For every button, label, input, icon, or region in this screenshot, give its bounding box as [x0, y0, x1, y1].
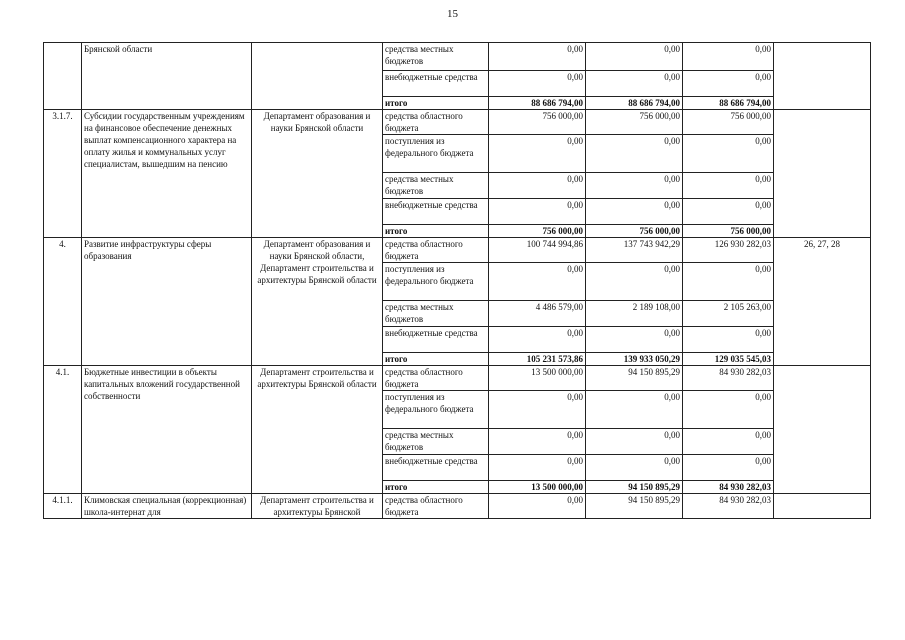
item-name: Развитие инфраструктуры сферы образования: [82, 238, 252, 366]
amount-cell: 756 000,00: [489, 110, 586, 135]
amount-cell: 88 686 794,00: [489, 97, 586, 110]
amount-cell: 129 035 545,03: [683, 353, 774, 366]
indicator-refs: [774, 494, 871, 519]
amount-cell: 0,00: [586, 327, 683, 353]
funding-source: средства местных бюджетов: [383, 301, 489, 327]
item-number: 4.1.1.: [44, 494, 82, 519]
item-name: Субсидии государственным учреждениям на финансовое обеспечение денежных выплат компенсационного характера на оплату жилья и коммунальных услуг специалистам, вышедшим на пенсию: [82, 110, 252, 238]
amount-cell: 0,00: [586, 135, 683, 173]
amount-cell: 126 930 282,03: [683, 238, 774, 263]
amount-cell: 84 930 282,03: [683, 481, 774, 494]
funding-source: поступления из федерального бюджета: [383, 391, 489, 429]
funding-source: поступления из федерального бюджета: [383, 135, 489, 173]
amount-cell: 0,00: [586, 173, 683, 199]
funding-source: средства областного бюджета: [383, 366, 489, 391]
table-row: [44, 494, 871, 519]
item-number: 4.: [44, 238, 82, 366]
funding-source: средства областного бюджета: [383, 238, 489, 263]
funding-source: итого: [383, 97, 489, 110]
amount-cell: 13 500 000,00: [489, 366, 586, 391]
amount-cell: 84 930 282,03: [683, 494, 774, 519]
amount-cell: 0,00: [683, 71, 774, 97]
amount-cell: 0,00: [683, 43, 774, 71]
item-number: 3.1.7.: [44, 110, 82, 238]
amount-cell: 100 744 994,86: [489, 238, 586, 263]
amount-cell: 756 000,00: [683, 225, 774, 238]
amount-cell: 88 686 794,00: [683, 97, 774, 110]
amount-cell: 105 231 573,86: [489, 353, 586, 366]
item-executor: Департамент образования и науки Брянской области, Департамент строительства и архитектуры Брянской области: [252, 238, 383, 366]
funding-source: средства местных бюджетов: [383, 429, 489, 455]
amount-cell: 0,00: [683, 327, 774, 353]
amount-cell: 13 500 000,00: [489, 481, 586, 494]
amount-cell: 0,00: [489, 494, 586, 519]
table-row: [44, 110, 871, 135]
amount-cell: 0,00: [683, 391, 774, 429]
item-executor: [252, 43, 383, 110]
item-number: [44, 43, 82, 110]
item-executor: Департамент строительства и архитектуры Брянской: [252, 494, 383, 519]
item-name: Бюджетные инвестиции в объекты капитальных вложений государственной собственности: [82, 366, 252, 494]
amount-cell: 0,00: [586, 199, 683, 225]
amount-cell: 88 686 794,00: [586, 97, 683, 110]
funding-source: средства областного бюджета: [383, 110, 489, 135]
amount-cell: 0,00: [683, 455, 774, 481]
indicator-refs: 26, 27, 28: [774, 238, 871, 366]
table-row: [44, 238, 871, 263]
amount-cell: 756 000,00: [489, 225, 586, 238]
amount-cell: 0,00: [489, 327, 586, 353]
amount-cell: 0,00: [683, 429, 774, 455]
amount-cell: 4 486 579,00: [489, 301, 586, 327]
amount-cell: 0,00: [489, 263, 586, 301]
amount-cell: 0,00: [489, 173, 586, 199]
amount-cell: 2 105 263,00: [683, 301, 774, 327]
amount-cell: 0,00: [489, 71, 586, 97]
amount-cell: 0,00: [586, 43, 683, 71]
item-name: Климовская специальная (коррекционная) школа-интернат для: [82, 494, 252, 519]
funding-source: внебюджетные средства: [383, 455, 489, 481]
funding-source: поступления из федерального бюджета: [383, 263, 489, 301]
amount-cell: 0,00: [489, 199, 586, 225]
table-row: [44, 366, 871, 391]
amount-cell: 0,00: [586, 391, 683, 429]
amount-cell: 137 743 942,29: [586, 238, 683, 263]
indicator-refs: [774, 110, 871, 238]
amount-cell: 2 189 108,00: [586, 301, 683, 327]
funding-source: итого: [383, 225, 489, 238]
item-executor: Департамент строительства и архитектуры Брянской области: [252, 366, 383, 494]
funding-source: средства областного бюджета: [383, 494, 489, 519]
item-name: Брянской области: [82, 43, 252, 110]
amount-cell: 0,00: [489, 135, 586, 173]
amount-cell: 0,00: [586, 71, 683, 97]
funding-source: средства местных бюджетов: [383, 43, 489, 71]
amount-cell: 0,00: [489, 43, 586, 71]
budget-table: [43, 42, 871, 519]
amount-cell: 84 930 282,03: [683, 366, 774, 391]
funding-source: итого: [383, 353, 489, 366]
amount-cell: 0,00: [489, 455, 586, 481]
amount-cell: 756 000,00: [586, 225, 683, 238]
amount-cell: 0,00: [683, 199, 774, 225]
funding-source: внебюджетные средства: [383, 327, 489, 353]
amount-cell: 94 150 895,29: [586, 366, 683, 391]
amount-cell: 0,00: [586, 429, 683, 455]
table-row: [44, 43, 871, 71]
item-number: 4.1.: [44, 366, 82, 494]
amount-cell: 0,00: [586, 455, 683, 481]
amount-cell: 0,00: [586, 263, 683, 301]
indicator-refs: [774, 366, 871, 494]
amount-cell: 756 000,00: [586, 110, 683, 135]
item-executor: Департамент образования и науки Брянской области: [252, 110, 383, 238]
amount-cell: 0,00: [683, 263, 774, 301]
funding-source: средства местных бюджетов: [383, 173, 489, 199]
page-number: 15: [447, 8, 458, 20]
amount-cell: 0,00: [489, 391, 586, 429]
indicator-refs: [774, 43, 871, 110]
funding-source: внебюджетные средства: [383, 71, 489, 97]
funding-source: внебюджетные средства: [383, 199, 489, 225]
amount-cell: 756 000,00: [683, 110, 774, 135]
funding-source: итого: [383, 481, 489, 494]
amount-cell: 139 933 050,29: [586, 353, 683, 366]
amount-cell: 94 150 895,29: [586, 481, 683, 494]
amount-cell: 0,00: [489, 429, 586, 455]
amount-cell: 0,00: [683, 135, 774, 173]
amount-cell: 0,00: [683, 173, 774, 199]
amount-cell: 94 150 895,29: [586, 494, 683, 519]
